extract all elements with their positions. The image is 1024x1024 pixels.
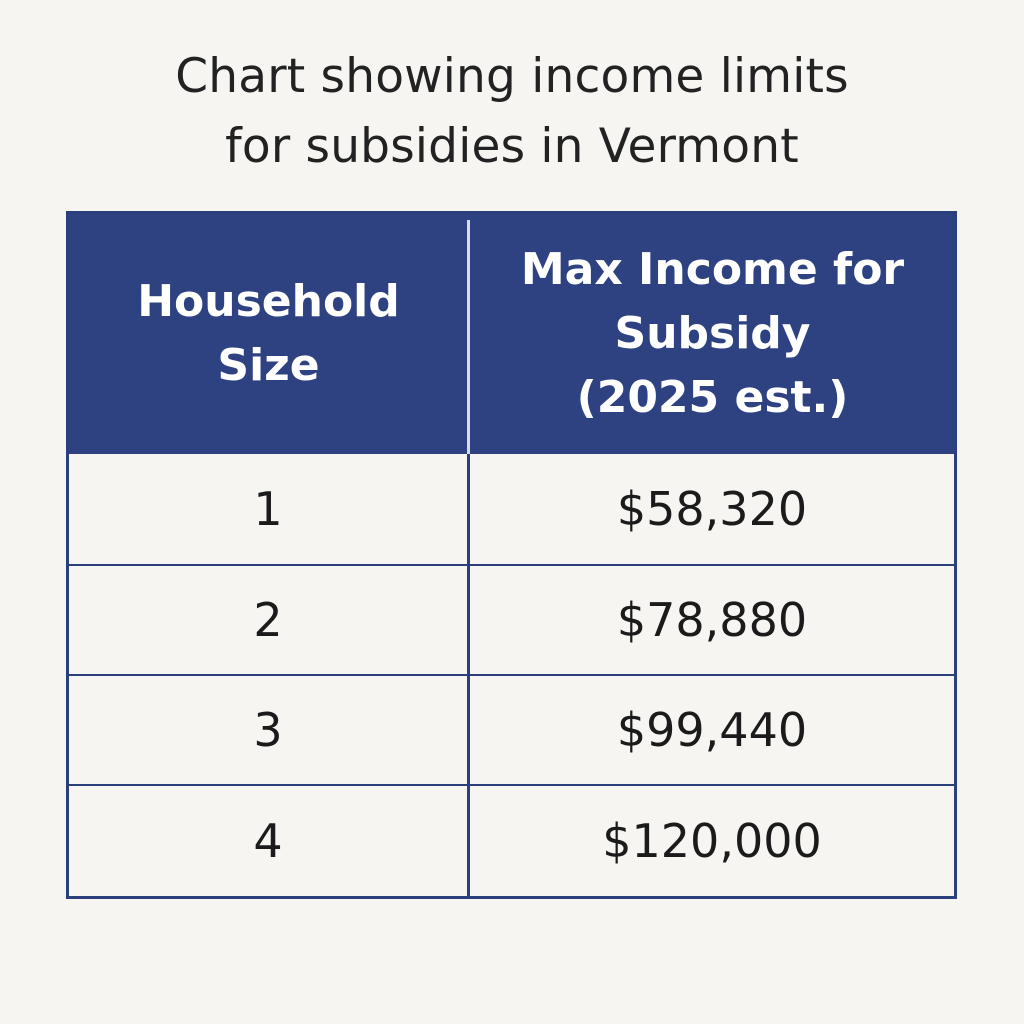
table-body [69, 454, 954, 896]
page-title [60, 42, 964, 182]
max-income-cell: $58,320 [616, 482, 808, 536]
header-max-income-line-1: Max Income for [520, 244, 905, 295]
header-household-size [69, 214, 468, 454]
household-size-cell: 3 [253, 703, 283, 757]
household-size-cell: 4 [253, 814, 283, 868]
header-household-size-line-2: Size [217, 340, 320, 391]
title-line-2: for subsidies in Vermont [225, 119, 799, 174]
table-header [69, 214, 954, 454]
header-divider [467, 220, 470, 454]
household-size-cell: 2 [253, 593, 283, 647]
header-max-income [471, 214, 954, 454]
table-row [69, 564, 954, 674]
max-income-cell: $78,880 [616, 593, 808, 647]
column-divider [467, 454, 470, 896]
table-row [69, 784, 954, 896]
table-row [69, 454, 954, 564]
max-income-cell: $120,000 [602, 814, 822, 868]
title-line-1: Chart showing income limits [175, 49, 849, 104]
header-max-income-line-3: (2025 est.) [576, 372, 849, 423]
income-limits-table [66, 211, 957, 899]
table-row [69, 674, 954, 784]
max-income-cell: $99,440 [616, 703, 808, 757]
header-household-size-line-1: Household [137, 276, 400, 327]
household-size-cell: 1 [253, 482, 283, 536]
header-max-income-line-2: Subsidy [614, 308, 811, 359]
